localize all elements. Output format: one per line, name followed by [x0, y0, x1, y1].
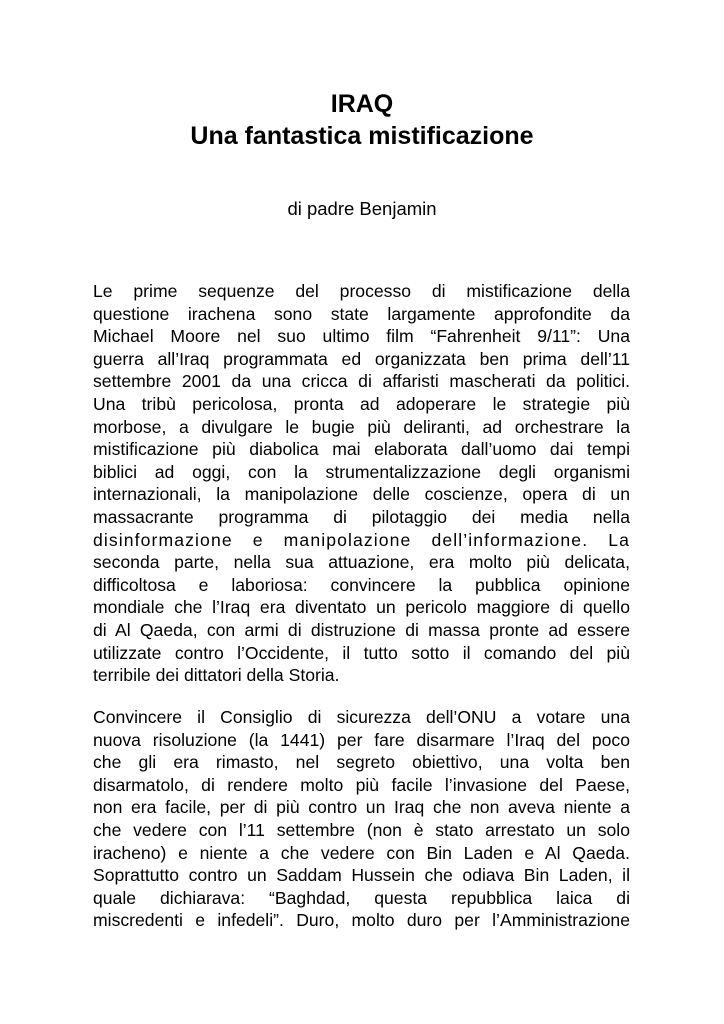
- paragraph-line: disinformazione e manipolazione dell’informazione. La: [93, 529, 630, 550]
- paragraph-line: di Al Qaeda, con armi di distruzione di massa pronte ad essere: [93, 619, 630, 640]
- author-byline: di padre Benjamin: [287, 198, 437, 219]
- paragraph-line: mistificazione più diabolica mai elaborata dall’uomo dai tempi: [93, 439, 630, 460]
- paragraph-line: internazionali, la manipolazione delle coscienze, opera di un: [93, 484, 630, 505]
- paragraph-line: Michael Moore nel suo ultimo film “Fahrenheit 9/11”: Una: [93, 326, 630, 347]
- paragraph-line: iracheno) e niente a che vedere con Bin Laden e Al Qaeda.: [93, 842, 630, 863]
- paragraph-line: massacrante programma di pilotaggio dei media nella: [93, 506, 630, 527]
- paragraph-line: nuova risoluzione (la 1441) per fare disarmare l’Iraq del poco: [93, 729, 630, 750]
- paragraph-line: non era facile, per di più contro un Iraq che non aveva niente a: [93, 797, 630, 818]
- paragraph-line: Le prime sequenze del processo di mistificazione della: [93, 281, 630, 301]
- paragraph-line: biblici ad oggi, con la strumentalizzazione degli organismi: [93, 461, 630, 482]
- paragraph-line: terribile dei dittatori della Storia.: [93, 665, 340, 686]
- paragraph-line: settembre 2001 da una cricca di affaristi mascherati da politici.: [93, 371, 630, 392]
- paragraph-line: Una tribù pericolosa, pronta ad adoperare le strategie più: [93, 393, 630, 414]
- paragraph-line: seconda parte, nella sua attuazione, era molto più delicata,: [93, 552, 630, 573]
- paragraph-line: utilizzate contro l’Occidente, il tutto sotto il comando del più: [93, 642, 630, 663]
- title-block: [0, 88, 724, 152]
- paragraph-line: Soprattutto contro un Saddam Hussein che odiava Bin Laden, il: [93, 865, 630, 886]
- paragraph-line: mondiale che l’Iraq era diventato un pericolo maggiore di quello: [93, 597, 630, 618]
- paragraph-line: morbose, a divulgare le bugie più deliranti, ad orchestrare la: [93, 416, 630, 437]
- paragraph-line: Convincere il Consiglio di sicurezza dell’ONU a votare una: [93, 707, 630, 727]
- body-paragraph: [93, 280, 630, 687]
- paragraph-line: che vedere con l’11 settembre (non è stato arrestato un solo: [93, 819, 630, 840]
- paragraph-line: guerra all’Iraq programmata ed organizzata ben prima dell’11: [93, 348, 630, 369]
- paragraph-line: disarmatolo, di rendere molto più facile l’invasione del Paese,: [93, 774, 630, 795]
- paragraph-line: miscredenti e infedeli”. Duro, molto duro per l’Amministrazione: [93, 910, 630, 931]
- paragraph-line: questione irachena sono state largamente approfondite da: [93, 303, 630, 324]
- paragraph-line: difficoltosa e laboriosa: convincere la pubblica opinione: [93, 574, 630, 595]
- paragraph-line: quale dichiarava: “Baghdad, questa repubblica laica di: [93, 887, 630, 908]
- document-title-line-2: Una fantastica mistificazione: [190, 122, 534, 150]
- document-title-line-1: IRAQ: [330, 90, 394, 118]
- body-paragraph: [93, 706, 630, 932]
- paragraph-line: che gli era rimasto, nel segreto obiettivo, una volta ben: [93, 752, 630, 773]
